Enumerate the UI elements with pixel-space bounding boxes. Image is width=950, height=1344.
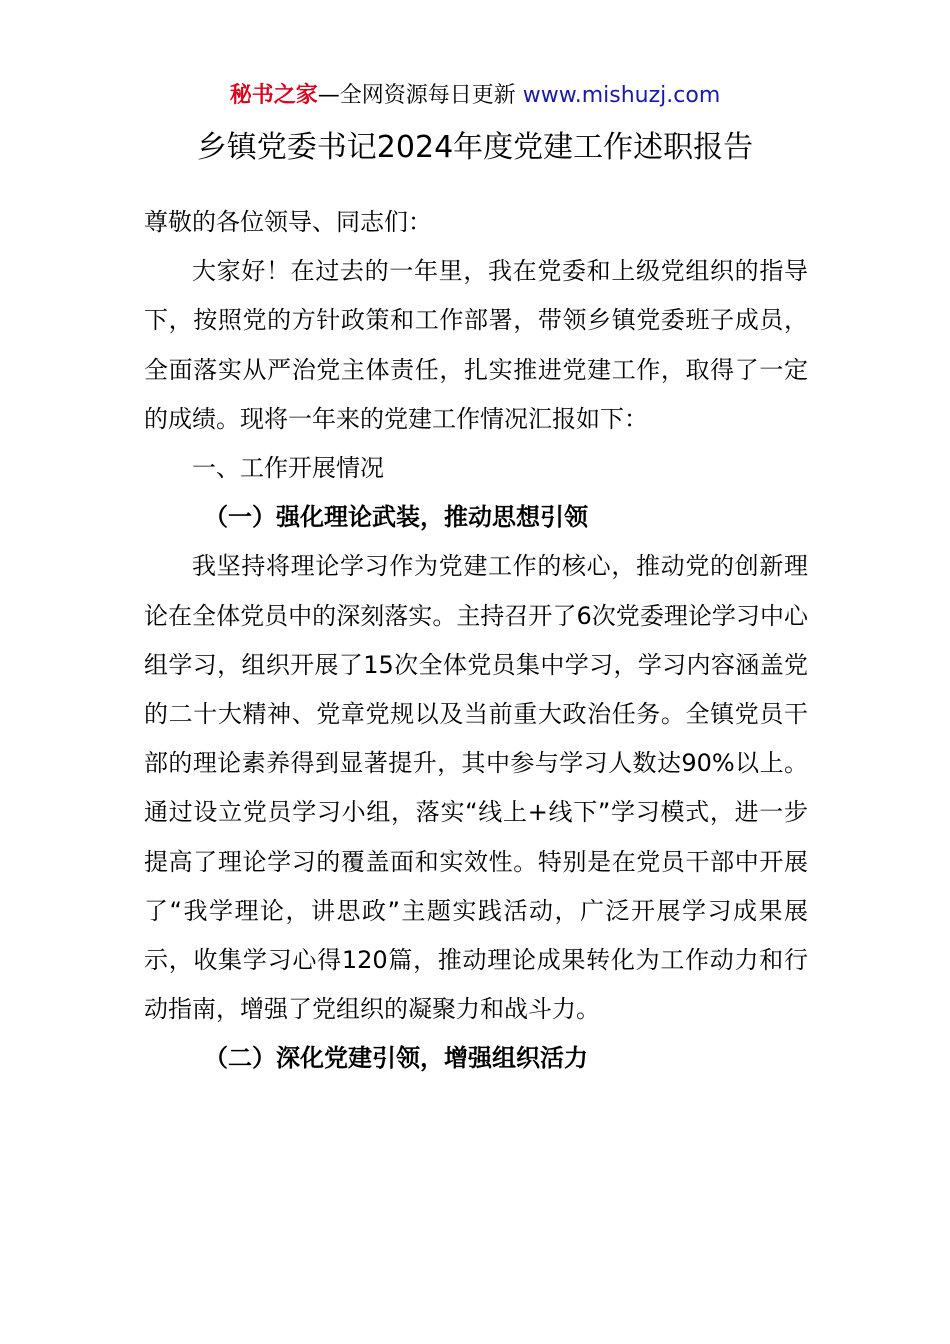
document-body <box>144 198 808 1084</box>
site-tagline: —全网资源每日更新 <box>317 83 523 108</box>
document-title: 乡镇党委书记2024年度党建工作述职报告 <box>196 130 754 165</box>
site-brand: 秘书之家 <box>229 83 318 108</box>
subsection-heading-1: （一）强化理论武装，推动思想引领 <box>204 503 588 532</box>
section-heading-1: 一、工作开展情况 <box>192 454 384 483</box>
site-header <box>0 78 950 114</box>
site-url-link[interactable]: www.mishuzj.com <box>522 83 721 108</box>
subsection-paragraph-1: 我坚持将理论学习作为党建工作的核心，推动党的创新理论在全体党员中的深刻落实。主持召开了6次党委理论学习中心组学习，组织开展了15次全体党员集中学习，学习内容涵盖党的二十大精神、党章党规以及当前重大政治任务。全镇党员干部的理论素养得到显著提升，其中参与学习人数达90%以上。通过设立党员学习小组，落实“线上+线下”学习模式，进一步提高了理论学习的覆盖面和实效性。特别是在党员干部中开展了“我学理论，讲思政”主题实践活动，广泛开展学习成果展示，收集学习心得120篇，推动理论成果转化为工作动力和行动指南，增强了党组织的凝聚力和战斗力。 <box>144 552 808 1024</box>
intro-paragraph: 大家好！在过去的一年里，我在党委和上级党组织的指导下，按照党的方针政策和工作部署，带领乡镇党委班子成员，全面落实从严治党主体责任，扎实推进党建工作，取得了一定的成绩。现将一年来的党建工作情况汇报如下： <box>144 257 808 433</box>
subsection-heading-2: （二）深化党建引领，增强组织活力 <box>204 1044 588 1073</box>
salutation: 尊敬的各位领导、同志们： <box>144 208 432 236</box>
